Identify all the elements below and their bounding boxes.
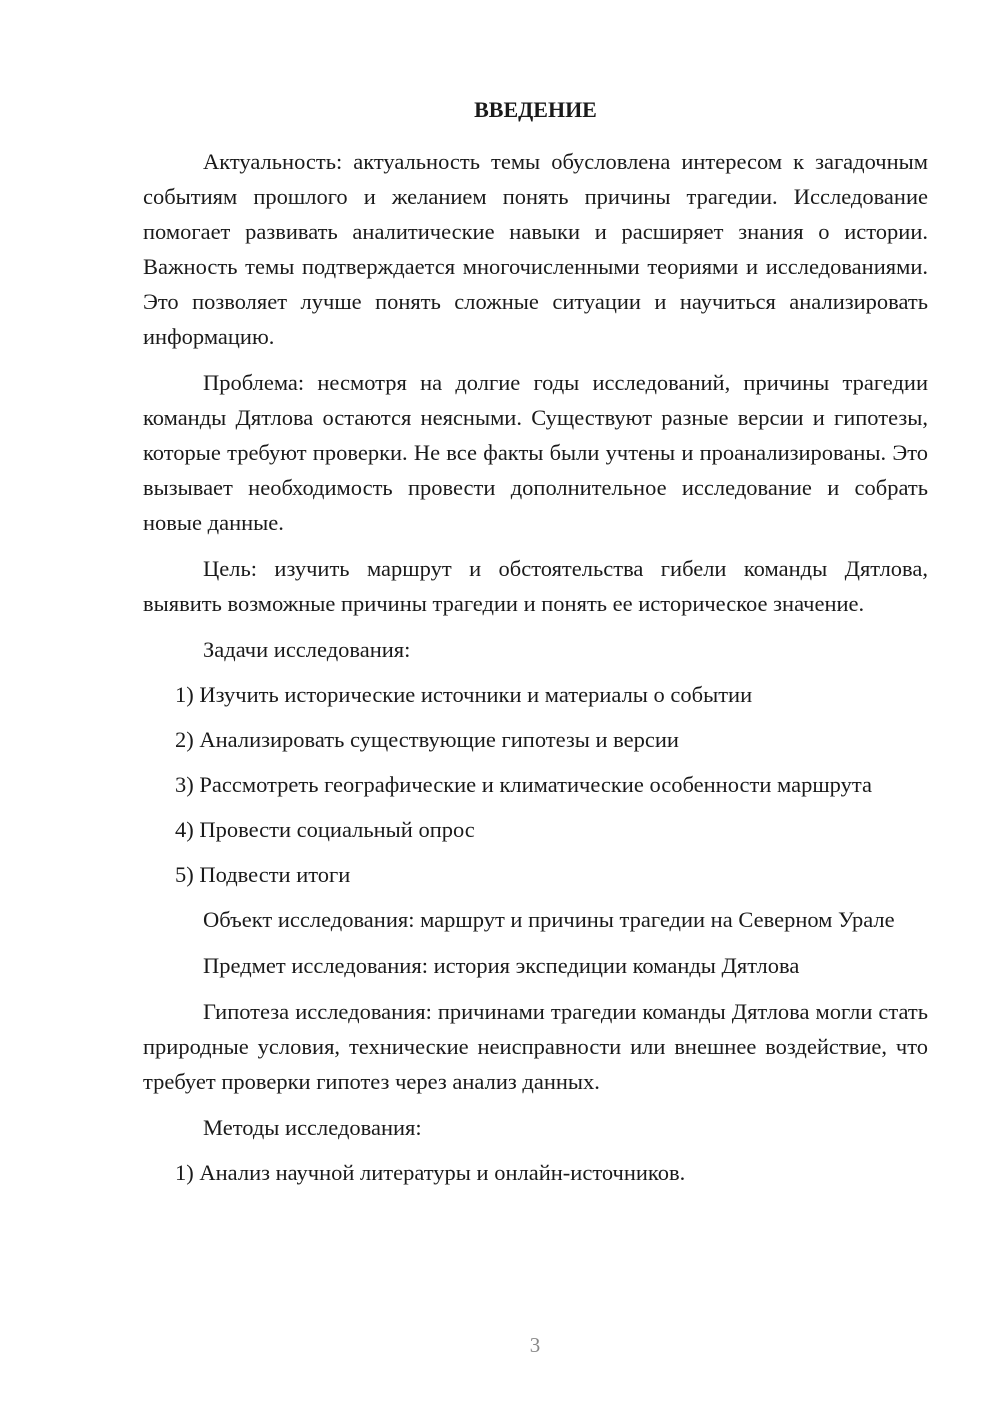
relevance-paragraph: Актуальность: актуальность темы обусловлена интересом к загадочным событиям прошлого и желанием понять причины трагедии. Исследование помогает развивать аналитические навыки и расширяет знания о истории. Важность темы подтверждается многочисленными теориями и исследованиями. Это позволяет лучше понять сложные ситуации и научиться анализировать информацию. [143,149,928,349]
task-item-3: 3) Рассмотреть географические и климатические особенности маршрута [175,772,872,797]
task-item-5: 5) Подвести итоги [175,862,351,887]
page-title: ВВЕДЕНИЕ [474,97,597,122]
page-number: 3 [529,1333,541,1357]
object-paragraph: Объект исследования: маршрут и причины трагедии на Северном Урале [203,907,895,932]
task-item-2: 2) Анализировать существующие гипотезы и версии [175,727,679,752]
problem-paragraph: Проблема: несмотря на долгие годы исследований, причины трагедии команды Дятлова остаются неясными. Существуют разные версии и гипотезы, которые требуют проверки. Не все факты были учтены и проанализированы. Это вызывает необходимость провести дополнительное исследование и собрать новые данные. [143,370,928,535]
goal-paragraph: Цель: изучить маршрут и обстоятельства гибели команды Дятлова, выявить возможные причины трагедии и понять ее историческое значение. [143,556,928,616]
tasks-heading: Задачи исследования: [203,637,411,662]
task-item-4: 4) Провести социальный опрос [175,817,475,842]
document-page [143,92,928,1200]
hypothesis-paragraph: Гипотеза исследования: причинами трагедии команды Дятлова могли стать природные условия, технические неисправности или внешнее воздействие, что требует проверки гипотез через анализ данных. [143,999,928,1094]
methods-heading: Методы исследования: [203,1115,422,1140]
subject-paragraph: Предмет исследования: история экспедиции команды Дятлова [203,953,800,978]
method-item-1: 1) Анализ научной литературы и онлайн-источников. [175,1160,686,1185]
task-item-1: 1) Изучить исторические источники и материалы о событии [175,682,753,707]
